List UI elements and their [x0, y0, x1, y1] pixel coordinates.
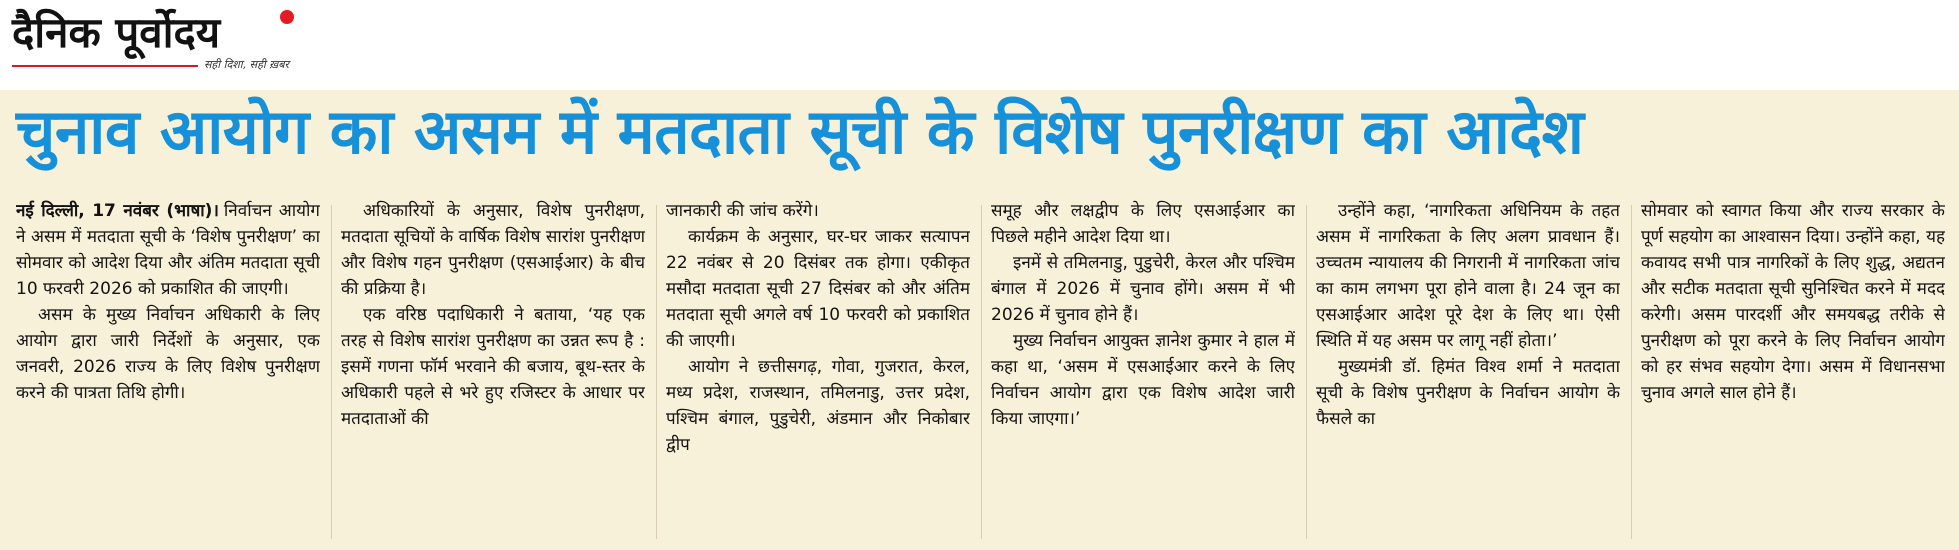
article-paragraph: इनमें से तमिलनाडु, पुडुचेरी, केरल और पश्चिम बंगाल में 2026 में चुनाव होंगे। असम में भी 2026 में चुनाव होने हैं।	[991, 253, 1295, 325]
article-paragraph: उन्होंने कहा, ‘नागरिकता अधिनियम के तहत असम में नागरिकता के लिए अलग प्रावधान हैं। उच्चतम न्यायालय की निगरानी में नागरिकता जांच का काम लगभग पूरा होने वाला है। 24 जून का एसआईआर आदेश पूरे देश के लिए था। ऐसी स्थिति में यह असम पर लागू नहीं होता।’	[1316, 201, 1620, 351]
article-headline: चुनाव आयोग का असम में मतदाता सूची के विशेष पुनरीक्षण का आदेश	[16, 95, 1584, 168]
article-column-5	[1316, 198, 1620, 542]
newspaper-tagline: सही दिशा, सही ख़बर	[204, 58, 290, 71]
article-paragraph: असम के मुख्य निर्वाचन अधिकारी के लिए आयोग द्वारा जारी निर्देशों के अनुसार, एक जनवरी, 2026 राज्य के लिए विशेष पुनरीक्षण करने की पात्रता तिथि होगी।	[16, 305, 320, 403]
paragraph-text: निर्वाचन आयोग ने असम में मतदाता सूची के ‘विशेष पुनरीक्षण’ का सोमवार को आदेश दिया और अंतिम मतदाता सूची 10 फरवरी 2026 को प्रकाशित की जाएगी।	[16, 201, 320, 299]
article-paragraph: अधिकारियों के अनुसार, विशेष पुनरीक्षण, मतदाता सूचियों के वार्षिक विशेष सारांश पुनरीक्षण और विशेष गहन पुनरीक्षण (एसआईआर) के बीच की प्रक्रिया है।	[341, 201, 645, 299]
article-paragraph: मुख्यमंत्री डॉ. हिमंत विश्व शर्मा ने मतदाता सूची के विशेष पुनरीक्षण के निर्वाचन आयोग के फैसले का	[1316, 357, 1620, 429]
article-column-2	[341, 198, 645, 542]
article-paragraph: सोमवार को स्वागत किया और राज्य सरकार के पूर्ण सहयोग का आश्वासन दिया। उन्होंने कहा, यह कवायद सभी पात्र नागरिकों के लिए शुद्ध, अद्यतन और सटीक मतदाता सूची सुनिश्चित करने में मदद करेगी। असम पारदर्शी और समयबद्ध तरीके से पुनरीक्षण को पूरा करने के लिए निर्वाचन आयोग को हर संभव सहयोग देगा। असम में विधानसभा चुनाव अगले साल होने हैं।	[1641, 201, 1945, 403]
brand-underline	[12, 65, 198, 67]
article-paragraph: कार्यक्रम के अनुसार, घर-घर जाकर सत्यापन 22 नवंबर से 20 दिसंबर तक होगा। एकीकृत मसौदा मतदाता सूची 27 दिसंबर को और अंतिम मतदाता सूची अगले वर्ष 10 फरवरी को प्रकाशित की जाएगी।	[666, 227, 970, 351]
article-paragraph: आयोग ने छत्तीसगढ़, गोवा, गुजरात, केरल, मध्य प्रदेश, राजस्थान, तमिलनाडु, उत्तर प्रदेश, पश्चिम बंगाल, पुडुचेरी, अंडमान और निकोबार द्वीप	[666, 357, 970, 455]
article-column-6	[1641, 198, 1945, 542]
newspaper-logo	[12, 8, 292, 80]
article-column-4	[991, 198, 1295, 542]
brand-dot-icon	[280, 10, 294, 24]
article-paragraph: समूह और लक्षद्वीप के लिए एसआईआर का पिछले महीने आदेश दिया था।	[991, 201, 1295, 247]
newspaper-name: दैनिक पूर्वोदय	[12, 8, 221, 57]
article-column-3	[666, 198, 970, 542]
dateline: नई दिल्ली, 17 नवंबर (भाषा)।	[16, 201, 219, 221]
masthead	[0, 0, 1959, 86]
article-paragraph: एक वरिष्ठ पदाधिकारी ने बताया, ‘यह एक तरह से विशेष सारांश पुनरीक्षण का उन्नत रूप है : इसमें गणना फॉर्म भरवाने की बजाय, बूथ-स्तर के अधिकारी पहले से भरे हुए रजिस्टर के आधार पर मतदाताओं की	[341, 305, 645, 429]
article-paragraph: मुख्य निर्वाचन आयुक्त ज्ञानेश कुमार ने हाल में कहा था, ‘असम में एसआईआर करने के लिए निर्वाचन आयोग द्वारा एक विशेष आदेश जारी किया जाएगा।’	[991, 331, 1295, 429]
article-paragraph	[16, 198, 320, 302]
article-column-1	[16, 198, 320, 542]
article-body	[16, 198, 1944, 542]
article-paragraph: जानकारी की जांच करेंगे।	[666, 201, 819, 221]
